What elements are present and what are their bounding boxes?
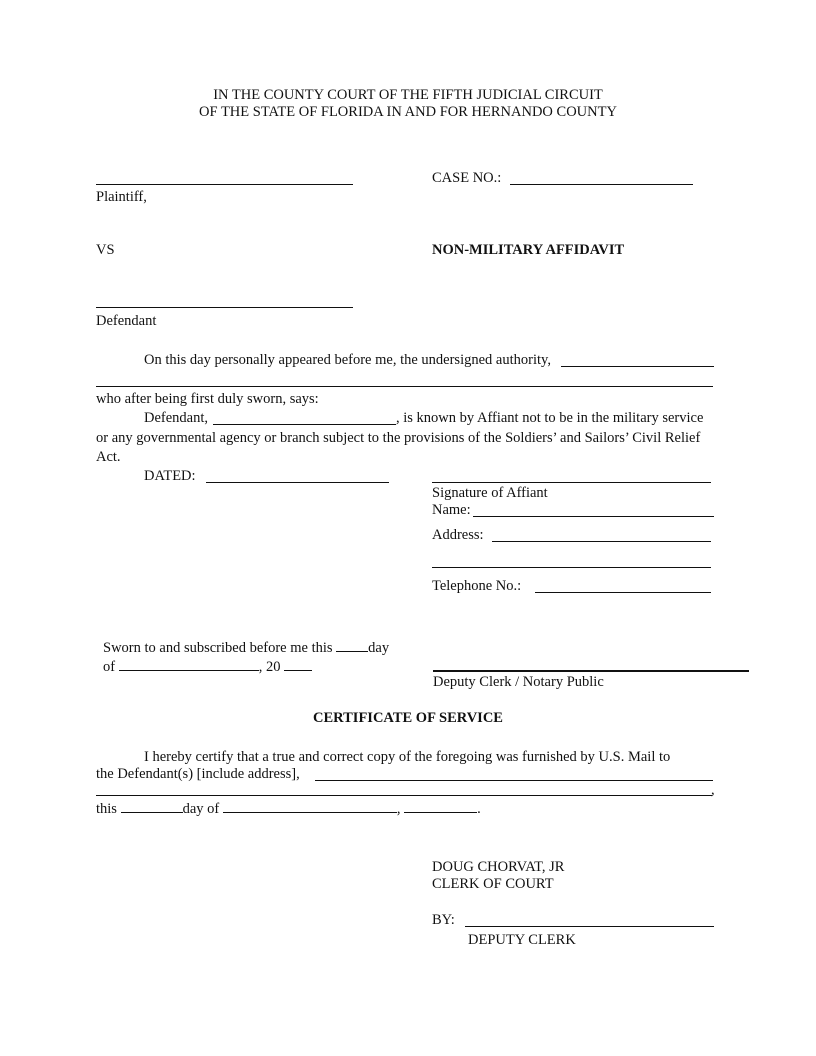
- sworn-month-blank[interactable]: [119, 658, 259, 671]
- clerk-title: CLERK OF COURT: [432, 876, 554, 892]
- notary-signer-label: Deputy Clerk / Notary Public: [433, 674, 604, 690]
- affiant-name-label: Name:: [432, 502, 471, 518]
- affiant-name-field-line[interactable]: [473, 516, 714, 517]
- defendant-address-line1[interactable]: [315, 780, 713, 781]
- sworn-date-line: [103, 658, 312, 676]
- affiant-name-line[interactable]: [561, 366, 714, 367]
- case-number-label: CASE NO.:: [432, 170, 502, 186]
- defendant-label: Defendant: [96, 313, 157, 329]
- certificate-day-blank[interactable]: [121, 800, 183, 813]
- certificate-this-word: this: [96, 801, 117, 817]
- provisions-line1: or any governmental agency or branch subject to the provisions of the Soldiers’ and Sailors’ Civil Relief: [96, 430, 701, 446]
- sworn-of-word: of: [103, 659, 116, 675]
- case-number-line[interactable]: [510, 184, 693, 185]
- defendant-suffix: , is known by Affiant not to be in the military service: [396, 410, 704, 426]
- clerk-name: DOUG CHORVAT, JR: [432, 859, 565, 875]
- affidavit-defendant-line[interactable]: [213, 424, 396, 425]
- court-heading-line2: OF THE STATE OF FLORIDA IN AND FOR HERNANDO COUNTY: [199, 104, 617, 120]
- plaintiff-name-line[interactable]: [96, 184, 353, 185]
- certificate-year-blank[interactable]: [404, 800, 477, 813]
- certificate-line3-comma: ,: [711, 782, 715, 798]
- certificate-line2-prefix: the Defendant(s) [include address],: [96, 766, 300, 782]
- affiant-signature-line[interactable]: [432, 482, 711, 483]
- defendant-address-line2[interactable]: [96, 795, 712, 796]
- provisions-line2: Act.: [96, 449, 121, 465]
- plaintiff-label: Plaintiff,: [96, 189, 147, 205]
- sworn-text: who after being first duly sworn, says:: [96, 391, 319, 407]
- affiant-address-label: Address:: [432, 527, 484, 543]
- defendant-prefix: Defendant,: [144, 410, 209, 426]
- certificate-month-blank[interactable]: [223, 800, 397, 813]
- certificate-comma: ,: [396, 801, 401, 817]
- affiant-address-line1[interactable]: [492, 541, 711, 542]
- certificate-date-line: [96, 800, 481, 818]
- sworn-year-prefix: , 20: [258, 659, 281, 675]
- dated-label: DATED:: [144, 468, 196, 484]
- document-title: NON-MILITARY AFFIDAVIT: [432, 242, 625, 258]
- affiant-name-continuation-line[interactable]: [96, 386, 713, 387]
- defendant-name-line[interactable]: [96, 307, 353, 308]
- by-label: BY:: [432, 912, 455, 928]
- certificate-day-of: day of: [182, 801, 220, 817]
- affiant-address-line2[interactable]: [432, 567, 711, 568]
- dated-line[interactable]: [206, 482, 389, 483]
- affiant-telephone-label: Telephone No.:: [432, 578, 522, 594]
- certificate-title: CERTIFICATE OF SERVICE: [313, 710, 503, 726]
- certificate-line1: I hereby certify that a true and correct copy of the foregoing was furnished by U.S. Mail to: [144, 749, 671, 765]
- certificate-period: .: [477, 801, 481, 817]
- affiant-telephone-line[interactable]: [535, 592, 711, 593]
- sworn-day-blank[interactable]: [336, 639, 368, 652]
- sworn-prefix: Sworn to and subscribed before me this: [103, 640, 333, 656]
- deputy-clerk-label: DEPUTY CLERK: [468, 932, 576, 948]
- deputy-clerk-signature-line[interactable]: [465, 926, 714, 927]
- notary-signature-line[interactable]: [433, 670, 749, 672]
- versus-label: VS: [96, 242, 115, 258]
- sworn-year-blank[interactable]: [284, 658, 312, 671]
- sworn-subscribed-line: [103, 639, 389, 657]
- appeared-text: On this day personally appeared before me, the undersigned authority,: [144, 352, 551, 368]
- sworn-day-word: day: [368, 640, 390, 656]
- court-heading-line1: IN THE COUNTY COURT OF THE FIFTH JUDICIAL CIRCUIT: [213, 87, 603, 103]
- signature-of-affiant-label: Signature of Affiant: [432, 485, 548, 501]
